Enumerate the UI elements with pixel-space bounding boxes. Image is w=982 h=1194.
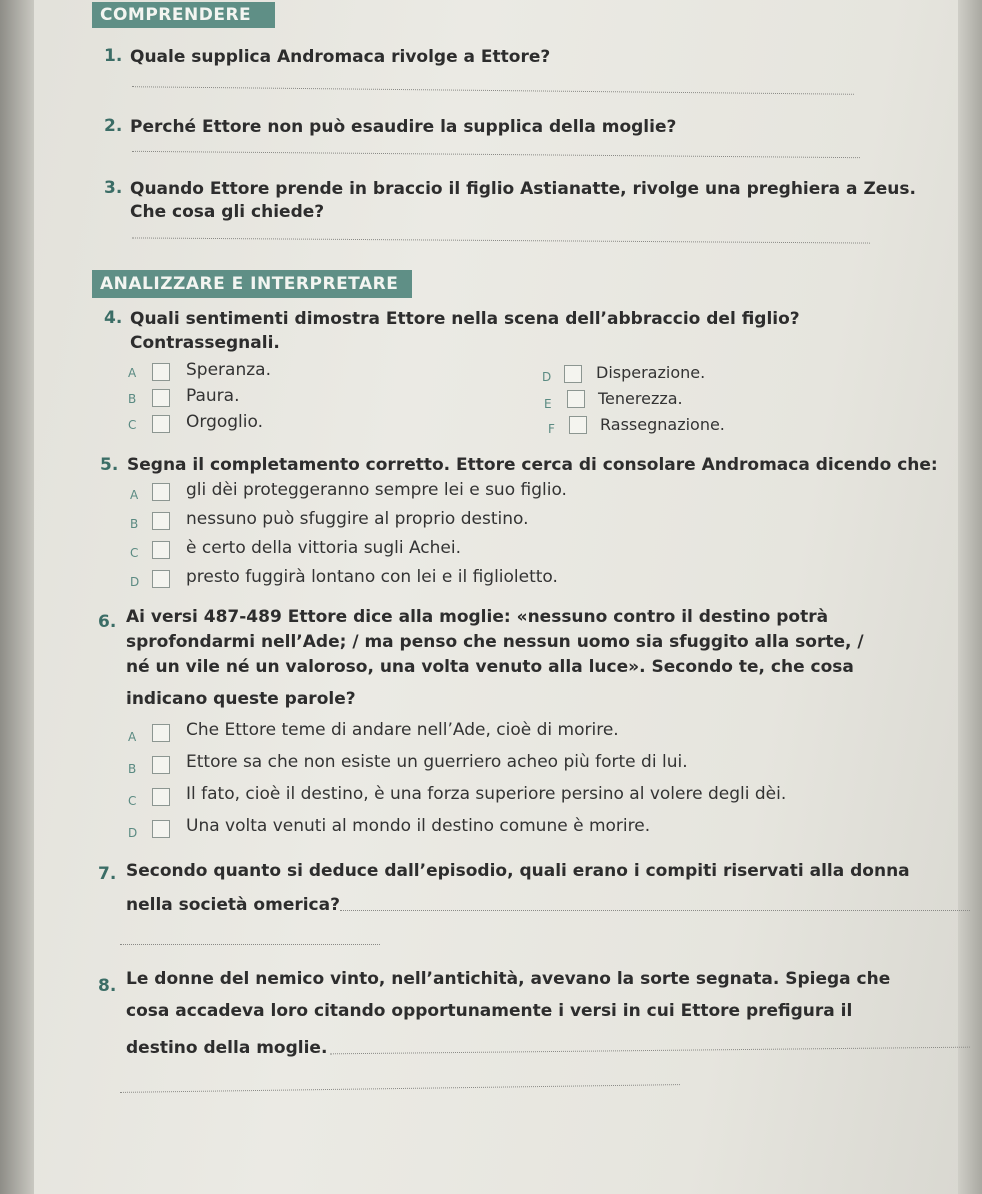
question-8-number: 8. [98,976,117,996]
option-4a-text: Speranza. [186,360,271,380]
checkbox-6a[interactable] [152,724,170,742]
option-letter: B [128,762,137,776]
answer-line-2[interactable] [132,151,860,158]
option-5c-text: è certo della vittoria sugli Achei. [186,538,462,558]
option-6c-text: Il fato, cioè il destino, è una forza superiore persino al volere degli dèi. [186,784,787,804]
question-8-line-1: Le donne del nemico vinto, nell’antichità, avevano la sorte segnata. Spiega che [126,969,891,989]
option-letter: C [128,418,137,432]
question-4-line-1: Quali sentimenti dimostra Ettore nella scena dell’abbraccio del figlio? [130,309,800,329]
question-8-line-2: cosa accadeva loro citando opportunamente i versi in cui Ettore prefigura il [126,1001,853,1021]
question-3-line-2: Che cosa gli chiede? [130,202,325,222]
option-letter: F [548,422,555,436]
option-5a-text: gli dèi proteggeranno sempre lei e suo figlio. [186,480,567,500]
answer-line-3[interactable] [132,237,870,243]
question-4-number: 4. [104,308,123,328]
option-6a-text: Che Ettore teme di andare nell’Ade, cioè di morire. [186,720,619,740]
checkbox-4a[interactable] [152,363,170,381]
checkbox-4f[interactable] [569,416,587,434]
checkbox-5c[interactable] [152,541,170,559]
option-letter: D [130,575,140,589]
page-edge-shadow [958,0,982,1194]
question-3-number: 3. [104,178,123,198]
question-3-line-1: Quando Ettore prende in braccio il figlio Astianatte, rivolge una preghiera a Zeus. [130,179,916,199]
answer-line-7b[interactable] [120,944,380,945]
option-6b-text: Ettore sa che non esiste un guerriero acheo più forte di lui. [186,752,688,772]
answer-line-7a[interactable] [340,910,970,911]
checkbox-5b[interactable] [152,512,170,530]
book-binding-shadow [0,0,34,1194]
option-4c-text: Orgoglio. [186,412,264,432]
option-6d-text: Una volta venuti al mondo il destino comune è morire. [186,816,651,836]
option-letter: A [130,488,139,502]
option-letter: B [130,517,139,531]
checkbox-5d[interactable] [152,570,170,588]
option-letter: E [544,397,552,411]
answer-line-8a[interactable] [330,1047,970,1055]
checkbox-4d[interactable] [564,365,582,383]
option-letter: D [128,826,138,840]
question-4-line-2: Contrassegnali. [130,333,280,353]
question-8-line-3: destino della moglie. [126,1038,328,1058]
section-header-analizzare: ANALIZZARE E INTERPRETARE [92,270,412,298]
checkbox-4e[interactable] [567,390,585,408]
question-6-line-3: né un vile né un valoroso, una volta venuto alla luce». Secondo te, che cosa [126,657,854,677]
question-6-line-2: sprofondarmi nell’Ade; / ma penso che nessun uomo sia sfuggito alla sorte, / [126,632,864,652]
option-letter: C [130,546,139,560]
checkbox-4c[interactable] [152,415,170,433]
question-6-number: 6. [98,612,117,632]
option-letter: D [542,370,552,384]
option-4e-text: Tenerezza. [598,389,683,408]
question-5-text: Segna il completamento corretto. Ettore cerca di consolare Andromaca dicendo che: [127,455,938,475]
option-4b-text: Paura. [186,386,240,406]
question-2-text: Perché Ettore non può esaudire la supplica della moglie? [130,117,677,137]
question-7-number: 7. [98,864,117,884]
option-letter: A [128,730,137,744]
question-6-line-1: Ai versi 487-489 Ettore dice alla moglie: «nessuno contro il destino potrà [126,607,829,627]
option-letter: C [128,794,137,808]
section-header-comprendere: COMPRENDERE [92,2,275,28]
option-letter: B [128,392,137,406]
question-7-line-2: nella società omerica? [126,895,340,915]
question-5-number: 5. [100,455,119,475]
option-4d-text: Disperazione. [596,363,706,382]
checkbox-4b[interactable] [152,389,170,407]
option-5b-text: nessuno può sfuggire al proprio destino. [186,509,529,529]
checkbox-5a[interactable] [152,483,170,501]
answer-line-1[interactable] [132,86,854,95]
checkbox-6b[interactable] [152,756,170,774]
question-6-line-4: indicano queste parole? [126,689,356,709]
checkbox-6c[interactable] [152,788,170,806]
option-5d-text: presto fuggirà lontano con lei e il figlioletto. [186,567,558,587]
option-4f-text: Rassegnazione. [600,415,725,434]
option-letter: A [128,366,137,380]
answer-line-8b[interactable] [120,1084,680,1093]
question-1-number: 1. [104,46,123,66]
question-2-number: 2. [104,116,123,136]
question-1-text: Quale supplica Andromaca rivolge a Ettore? [130,47,551,67]
question-7-line-1: Secondo quanto si deduce dall’episodio, quali erano i compiti riservati alla donna [126,861,910,881]
checkbox-6d[interactable] [152,820,170,838]
